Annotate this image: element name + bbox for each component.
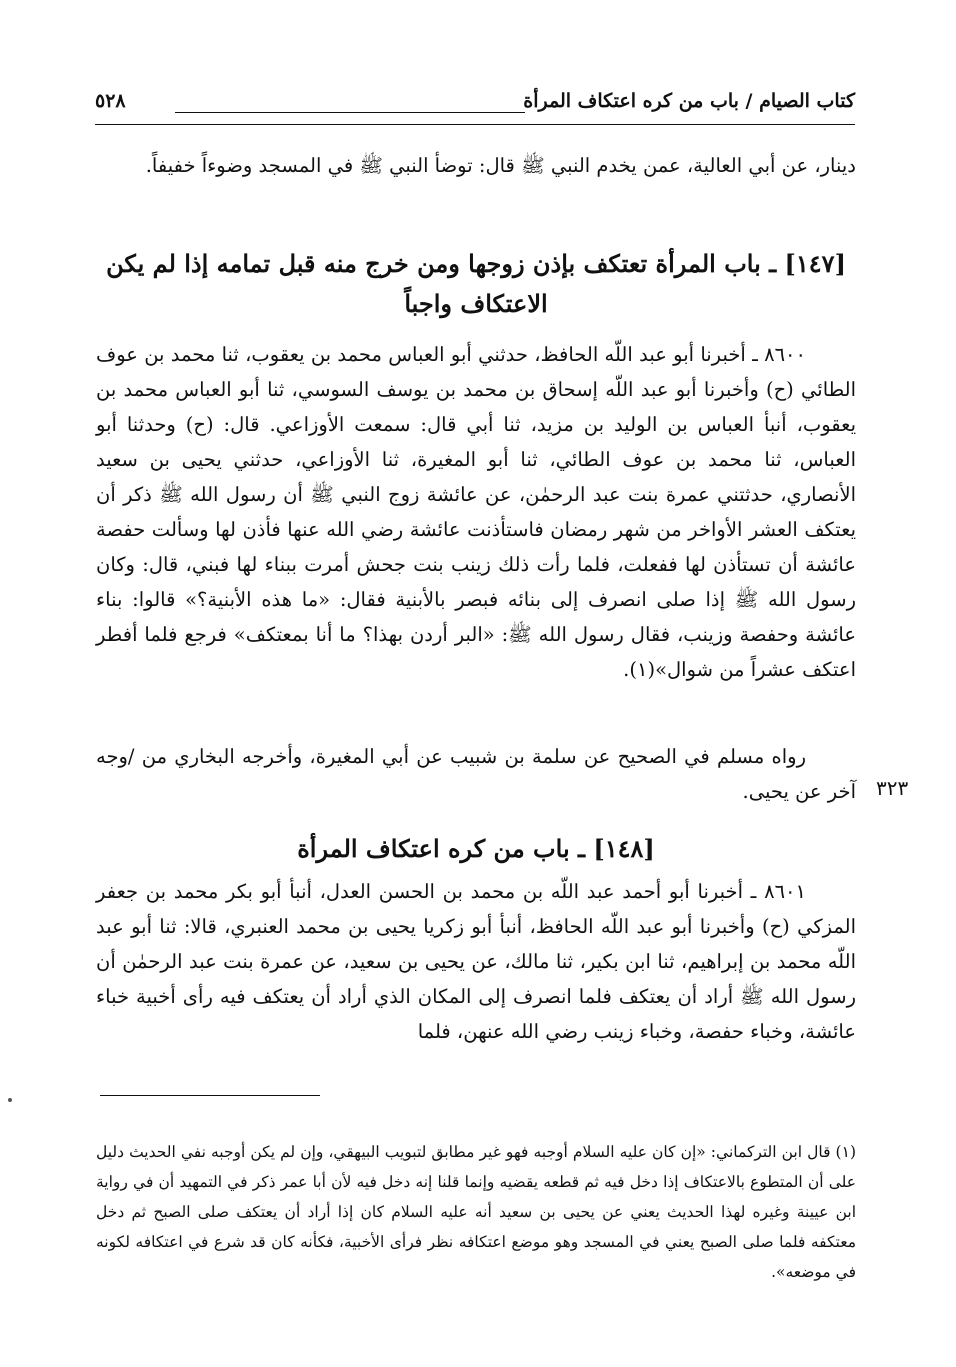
hadith-8600-block (96, 337, 856, 687)
hadith-8601: ٨٦٠١ ـ أخبرنا أبو أحمد عبد اللّه بن محمد بن الحسن العدل، أنبأ أبو بكر محمد بن جعفر المزكي (ح) وأخبرنا أبو عبد اللّه الحافظ، أنبأ أبو زكريا يحيى بن محمد العنبري، قالا: ثنا أبو عبد اللّه محمد بن إبراهيم، ثنا ابن بكير، ثنا مالك، عن يحيى بن سعيد، عن عمرة بنت عبد الرحمٰن أن رسول الله ﷺ أراد أن يعتكف فلما انصرف إلى المكان الذي أراد أن يعتكف فيه رأى أخبية خباء عائشة، وخباء حفصة، وخباء زينب رضي الله عنهن، فلما (96, 880, 856, 1043)
footnote-1: (١) قال ابن التركماني: «إن كان عليه السلام أوجبه فهو غير مطابق لتبويب البيهقي، وإن لم يكن أوجبه نفي الحديث دليل على أن المتطوع بالاعتكاف إذا دخل فيه ثم قطعه يقضيه وإنما قلنا إنه دخل فيه لأن أبا عمر ذكر في التمهيد أن في رواية ابن عيينة وغيره لهذا الحديث يعني عن يحيى بن سعيد أنه عليه السلام كان إذا أراد أن يعتكف صلى الصبح ثم دخل معتكفه فلما صلى الصبح يعني في المسجد وهو موضع اعتكافه نظر فرأى الأخبية، فكأنه كان قد شرع في اعتكافه لكونه في موضعه». (96, 1143, 856, 1281)
running-header (95, 86, 855, 126)
header-underline (95, 124, 855, 125)
section-heading-148: [١٤٨] ـ باب من كره اعتكاف المرأة (297, 834, 655, 863)
intro-paragraph-block (96, 148, 856, 183)
section-heading-147: [١٤٧] ـ باب المرأة تعتكف بإذن زوجها ومن خرج منه قبل تمامه إذا لم يكن الاعتكاف واجباً (106, 249, 846, 318)
scan-speck (8, 1098, 12, 1102)
hadith-8601-block (96, 874, 856, 1049)
footnotes (96, 1137, 856, 1287)
hadith-8600: ٨٦٠٠ ـ أخبرنا أبو عبد اللّه الحافظ، حدثني أبو العباس محمد بن يعقوب، ثنا محمد بن عوف الطائي (ح) وأخبرنا أبو عبد اللّه إسحاق بن محمد بن يوسف السوسي، ثنا أبو العباس محمد بن يعقوب، أنبأ العباس بن الوليد بن مزيد، ثنا أبي قال: سمعت الأوزاعي. قال: (ح) وحدثنا أبو العباس، ثنا محمد بن عوف الطائي، ثنا أبو المغيرة، ثنا الأوزاعي، حدثني يحيى بن سعيد الأنصاري، حدثتني عمرة بنت عبد الرحمٰن، عن عائشة زوج النبي ﷺ أن رسول الله ﷺ ذكر أن يعتكف العشر الأواخر من شهر رمضان فاستأذنت عائشة رضي الله عنها فأذن لها وسألت حفصة عائشة أن تستأذن لها ففعلت، فلما رأت ذلك زينب بنت جحش أمرت ببناء لها فبني، قال: وكان رسول الله ﷺ إذا صلى انصرف إلى بنائه فبصر بالأبنية فقال: «ما هذه الأبنية؟» قالوا: بناء عائشة وحفصة وزينب، فقال رسول الله ﷺ: «البر أردن بهذا؟ ما أنا بمعتكف» فرجع فلما أفطر اعتكف عشراً من شوال»(١). (96, 343, 856, 681)
footnote-separator (100, 1095, 320, 1096)
manuscript-margin-number: ٣٢٣ (876, 776, 909, 800)
header-rule (175, 112, 525, 113)
running-title: كتاب الصيام / باب من كره اعتكاف المرأة (523, 90, 855, 112)
intro-paragraph: دينار، عن أبي العالية، عمن يخدم النبي ﷺ قال: توضأ النبي ﷺ في المسجد وضوءاً خفيفاً. (145, 154, 856, 177)
narration-block (96, 739, 856, 809)
page-number: ٥٢٨ (95, 90, 126, 112)
narration-paragraph: رواه مسلم في الصحيح عن سلمة بن شبيب عن أبي المغيرة، وأخرجه البخاري من /وجه آخر عن يحيى. (96, 745, 856, 803)
